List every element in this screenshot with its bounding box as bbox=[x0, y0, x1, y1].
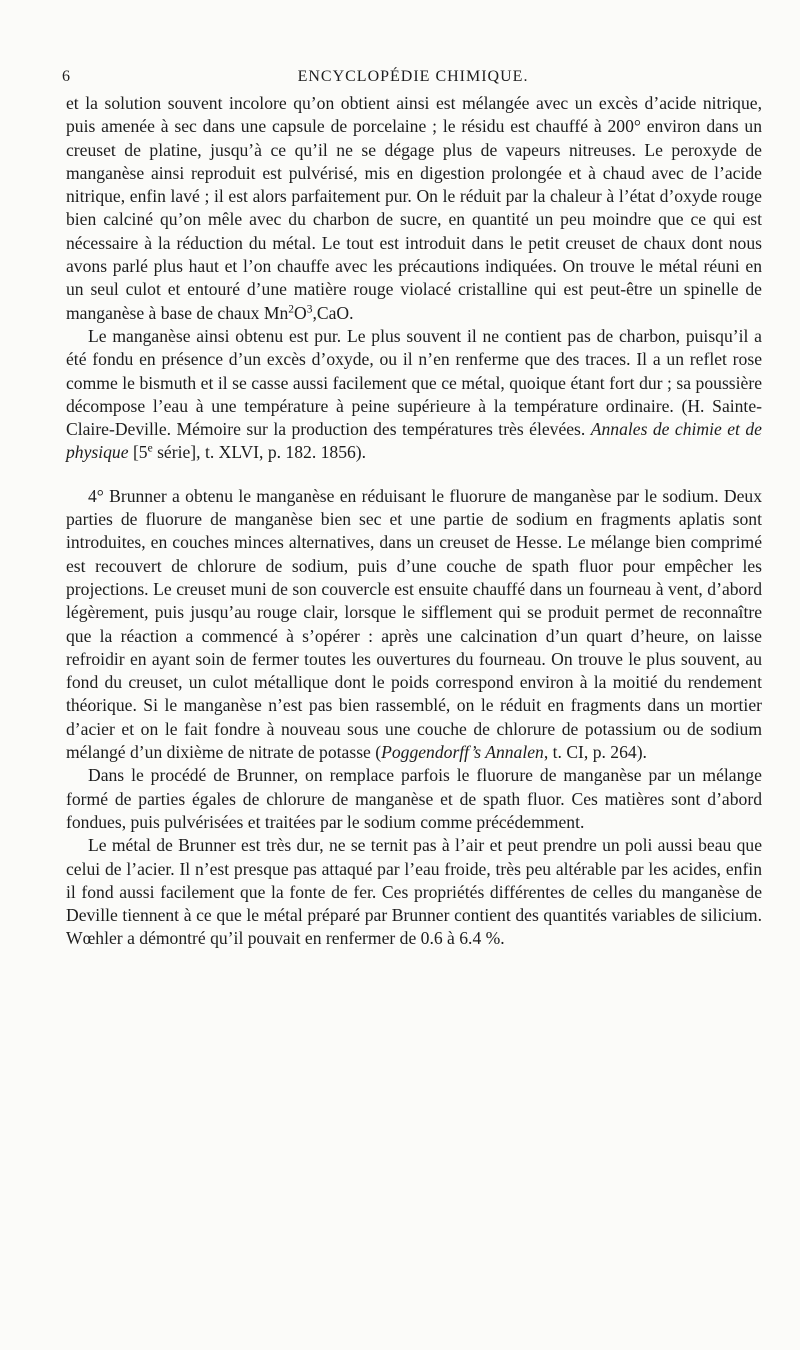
paragraph-brunner-variant: Dans le procédé de Brunner, on remplace parfois le fluorure de manganèse par un mélange formé de parties égales de chlorure de manganèse et de spath fluor. Ces matières sont d’abord fondues, puis pulvérisées et traitées par le sodium comme précédemment. bbox=[66, 765, 762, 832]
paragraph-text: 4° Brunner a obtenu le manganèse en réduisant le fluorure de manganèse par le sodium. Deux parties de fluorure de manganèse bien sec et une partie de sodium en fragments aplatis sont introduites, en couches minces alternatives, dans un creuset de Hesse. Le mélange bien comprimé est recouvert de chlorure de sodium, puis d’une couche de spath fluor pour empêcher les projections. Le creuset muni de son couvercle est ensuite chauffé dans un fourneau à vent, d’abord légèrement, puis jusqu’au rouge clair, lorsque le sifflement qui se produit permet de reconnaître que la réaction a commencé à s’opérer : après une calcination d’un quart d’heure, on laisse refroidir en ayant soin de fermer toutes les ouvertures du fourneau. On trouve le plus souvent, au fond du creuset, un culot métallique dont le poids correspond environ à la moitié du rendement théorique. Si le manganèse n’est pas bien rassemblé, on le réduit en fragments dans un mortier d’acier et on le fait fondre à nouveau sous une couche de chlorure de potassium ou de sodium mélangé d’un dixième de nitrate de potasse ( bbox=[66, 485, 762, 763]
citation-tail: , t. CI, p. 264). bbox=[543, 742, 647, 763]
citation-tail: série], t. XLVI, p. 182. 1856). bbox=[152, 442, 367, 463]
paragraph-text: et la solution souvent incolore qu’on obtient ainsi est mélangée avec un excès d’acide nitrique, puis amenée à sec dans une capsule de porcelaine ; le résidu est chauffé à 200° environ dans un creuset de platine, jusqu’à ce qu’il ne se dégage plus de vapeurs nitreuses. Le peroxyde de manganèse ainsi reproduit est pulvérisé, mis en digestion prolongée et à chaud avec de l’acide nitrique, enfin lavé ; il est alors parfaitement pur. On le réduit par la chaleur à l’état d’oxyde rouge bien calciné qu’on mêle avec du charbon de sucre, en quantité un peu moindre que ce qui est nécessaire à la réduction du métal. Le tout est introduit dans le petit creuset de chaux dont nous avons parlé plus haut et l’on chauffe avec les précautions indiquées. On trouve le métal réuni en un seul culot et entouré d’une matière rouge violacé cristalline qui est peut-être un spinelle de manganèse à base de chaux bbox=[66, 93, 762, 323]
body-text bbox=[66, 92, 762, 951]
paragraph-brunner-method bbox=[66, 485, 762, 765]
page-header bbox=[62, 68, 764, 92]
paragraph-pure-manganese: Le manganèse ainsi obtenu est pur. Le plus souvent il ne contient pas de charbon, puisqu’il a été fondu en présence d’un excès d’oxyde, ou il n’en renferme que des traces. Il a un reflet rose comme le bismuth et il se casse aussi facilement que ce métal, quoique étant fort dur ; sa poussière décompose l’eau à une température à peine supérieure à la température ordinaire. (H. Sainte-Claire-Deville. Mémoire sur la production des températures très élevées. Annales de chimie et de physique [5e série], t. XLVI, p. 182. 1856). bbox=[66, 325, 762, 463]
page-number: 6 bbox=[62, 68, 71, 85]
chemical-formula: $Mn^2O^3,CaO$. bbox=[263, 302, 354, 323]
running-head: ENCYCLOPÉDIE CHIMIQUE. bbox=[297, 68, 529, 85]
paragraph-continued bbox=[66, 92, 762, 325]
journal-title: Poggendorff’s Annalen bbox=[381, 742, 544, 763]
paragraph-text: Le manganèse ainsi obtenu est pur. Le plus souvent il ne contient pas de charbon, puisqu’il a été fondu en présence d’un excès d’oxyde, ou il n’en renferme que des traces. Il a un reflet rose comme le bismuth et il se casse aussi facilement que ce métal, quoique étant fort dur ; sa poussière décompose l’eau à une température à peine supérieure à la température ordinaire. (H. Sainte-Claire-Deville. Mémoire sur la production des températures très élevées. bbox=[66, 325, 762, 440]
journal-title: Annales de chimie et de physique bbox=[66, 419, 762, 463]
paragraph-brunner-metal: Le métal de Brunner est très dur, ne se ternit pas à l’air et peut prendre un poli aussi beau que celui de l’acier. Il n’est presque pas attaqué par l’eau froide, très peu altérable par les acides, enfin il fond aussi facilement que la fonte de fer. Ces propriétés différentes de celles du manganèse de Deville tiennent à ce que le métal préparé par Brunner contient des quantités variables de silicium. Wœhler a démontré qu’il pouvait en renfermer de 0.6 à 6.4 %. bbox=[66, 835, 762, 949]
